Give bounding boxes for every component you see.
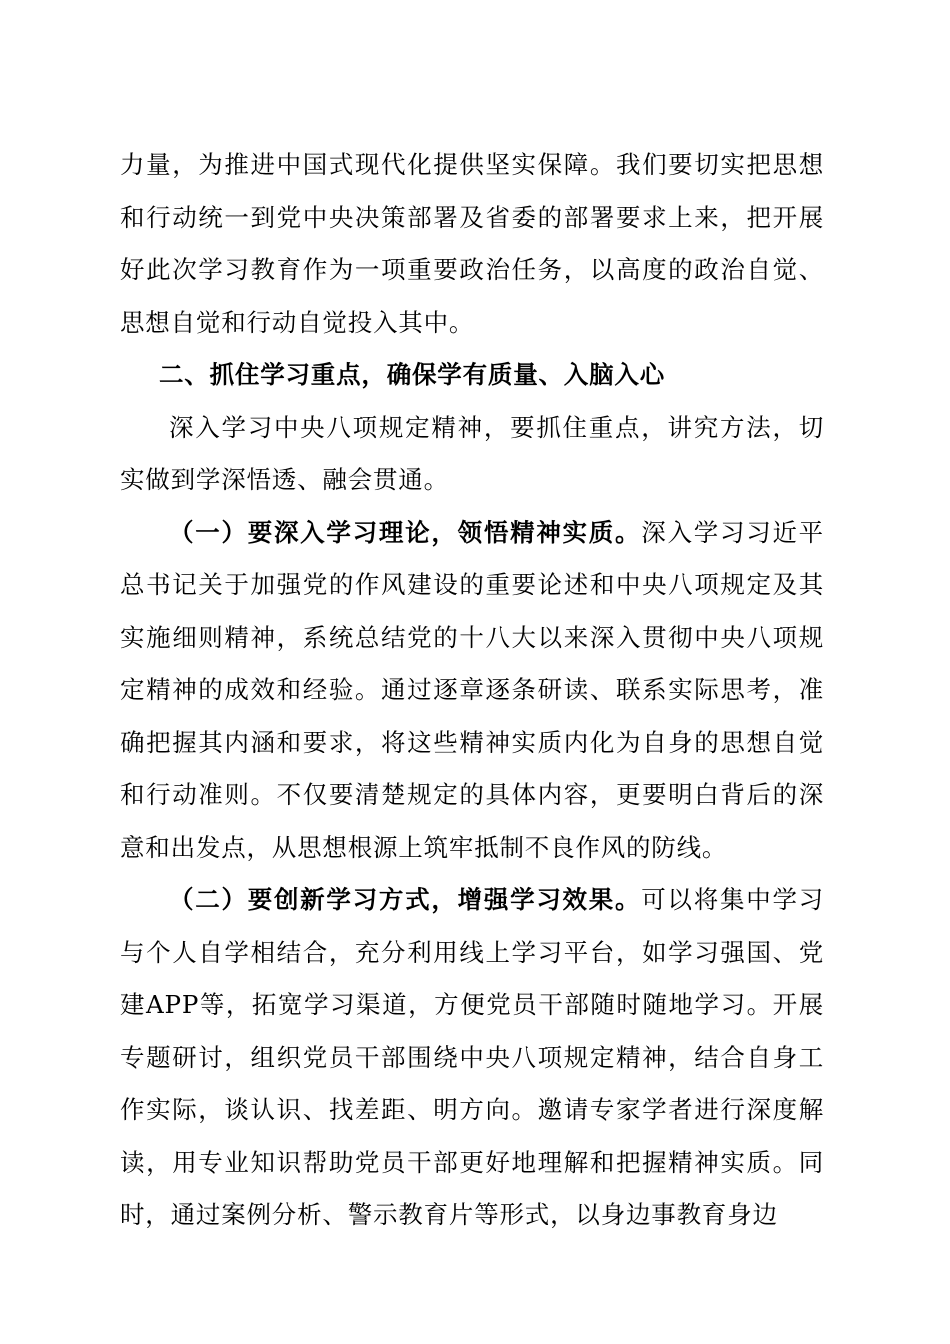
paragraph-intro-continuation: 力量，为推进中国式现代化提供坚实保障。我们要切实把思想和行动统一到党中央决策部署及省委的部署要求上来，把开展好此次学习教育作为一项重要政治任务，以高度的政治自觉、思想自觉和行动自觉投入其中。	[120, 150, 824, 337]
paragraph-study-focus: 深入学习中央八项规定精神，要抓住重点，讲究方法，切实做到学深悟透、融会贯通。	[120, 412, 824, 494]
paragraph-subsection-2	[120, 874, 824, 1242]
subsection-1-body: 深入学习习近平总书记关于加强党的作风建设的重要论述和中央八项规定及其实施细则精神，系统总结党的十八大以来深入贯彻中央八项规定精神的成效和经验。通过逐章逐条研读、联系实际思考，准确把握其内涵和要求，将这些精神实质内化为自身的思想自觉和行动准则。不仅要清楚规定的具体内容，更要明白背后的深意和出发点，从思想根源上筑牢抵制不良作风的防线。	[120, 517, 824, 862]
document-page	[120, 139, 824, 1242]
paragraph-subsection-1	[120, 507, 824, 875]
subsection-2-title: （二）要创新学习方式，增强学习效果。	[169, 885, 642, 914]
subsection-2-body: 可以将集中学习与个人自学相结合，充分利用线上学习平台，如学习强国、党建APP等，拓宽学习渠道，方便党员干部随时随地学习。开展专题研讨，组织党员干部围绕中央八项规定精神，结合自身工作实际，谈认识、找差距、明方向。邀请专家学者进行深度解读，用专业知识帮助党员干部更好地理解和把握精神实质。同时，通过案例分析、警示教育片等形式，以身边事教育身边	[120, 885, 824, 1229]
subsection-1-title: （一）要深入学习理论，领悟精神实质。	[169, 517, 642, 547]
section-heading-2: 二、抓住学习重点，确保学有质量、入脑入心	[159, 360, 665, 389]
